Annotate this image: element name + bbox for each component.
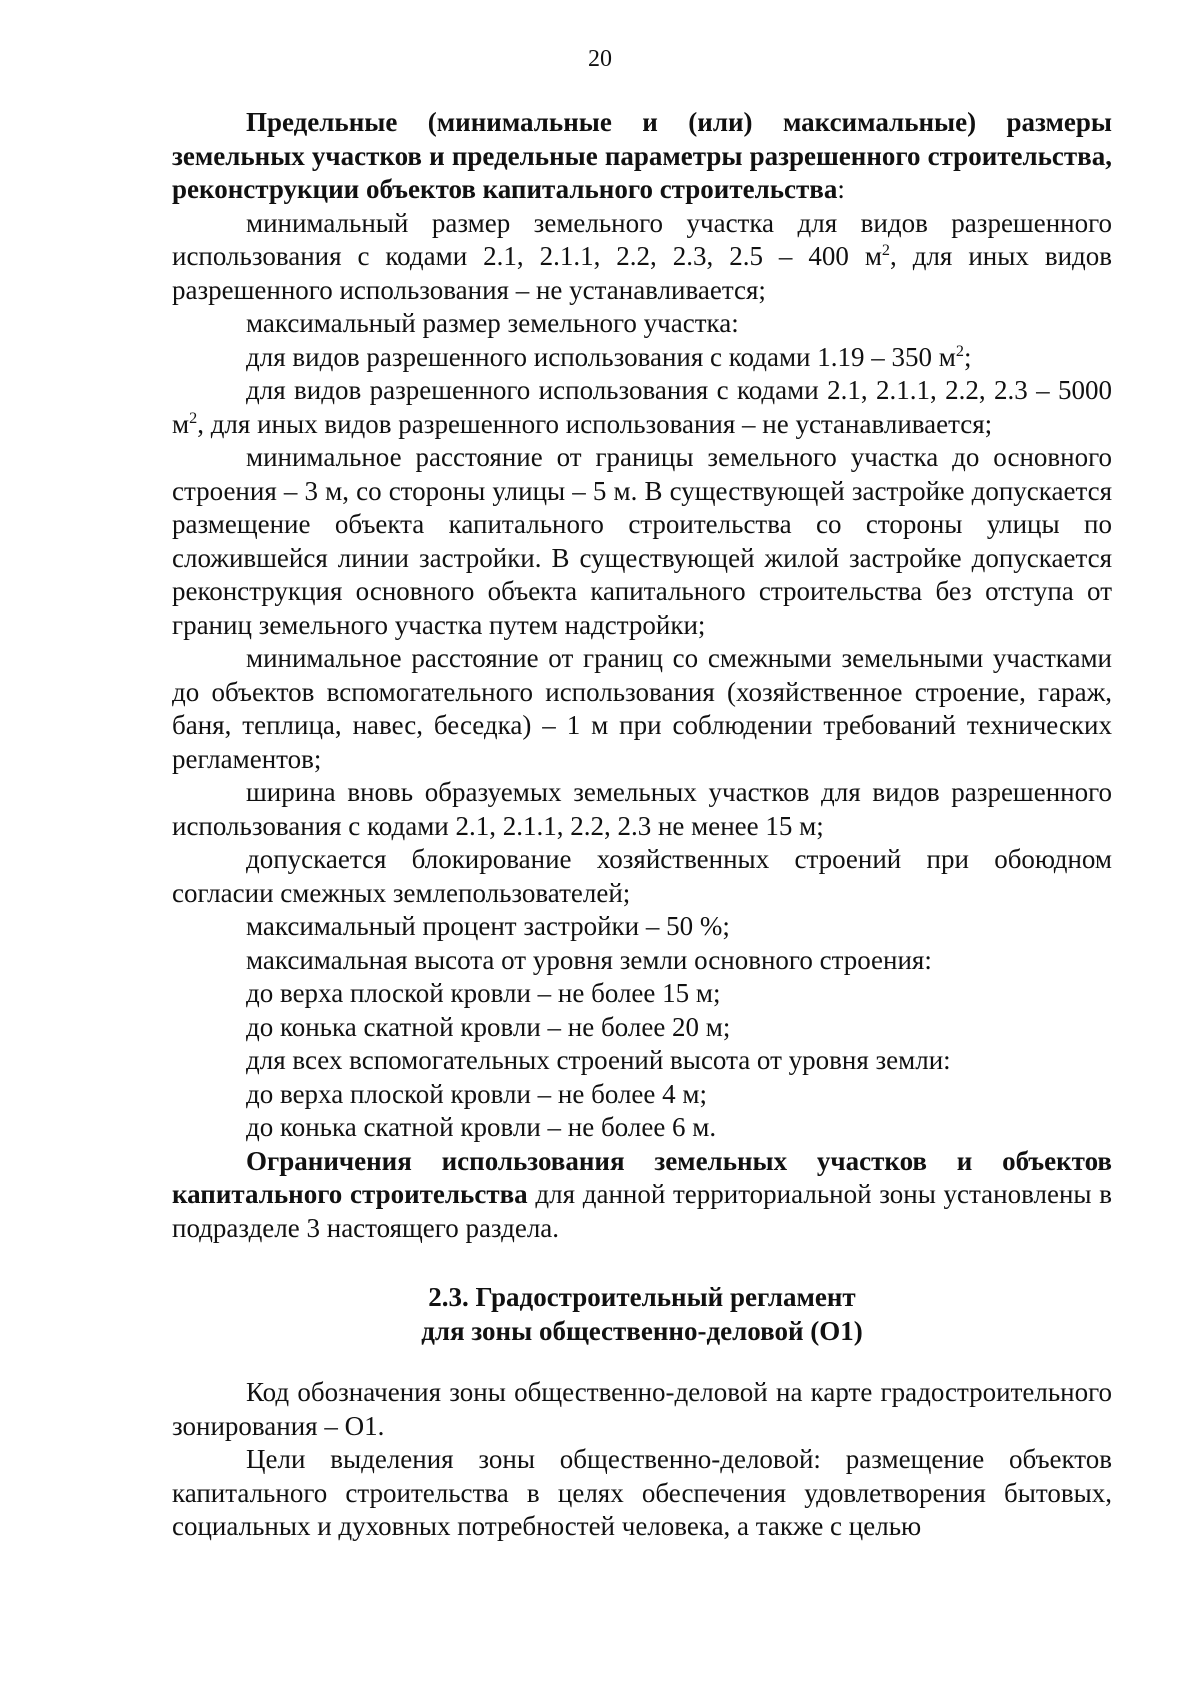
paragraph-aux-height: для всех вспомогательных строений высота от уровня земли: xyxy=(246,1045,951,1075)
min-size-text-end: , для иных видов разрешенного использования – не устанавливается; xyxy=(172,241,1112,305)
section-heading-line2: для зоны общественно-деловой (О1) xyxy=(421,1315,863,1346)
paragraph-ridge-6: до конька скатной кровли – не более 6 м. xyxy=(246,1112,717,1142)
max-21-text-end: , для иных видов разрешенного использования – не устанавливается; xyxy=(197,408,993,439)
paragraph-max-21 xyxy=(172,374,1112,441)
paragraph-min-size xyxy=(172,207,1112,308)
section-heading-line1: 2.3. Градостроительный регламент xyxy=(428,1282,856,1312)
restrictions-bold: Ограничения использования земельных участков и объектов капитального строительства xyxy=(172,1145,1112,1209)
paragraph-flat-4: до верха плоской кровли – не более 4 м; xyxy=(246,1078,707,1109)
paragraph-max-height: максимальная высота от уровня земли основного строения: xyxy=(246,944,932,975)
paragraph-aux-distance: минимальное расстояние от границ со смежными земельными участками до объектов вспомогательного использования (хозяйственное строение, гараж, баня, теплица, навес, беседка) – 1 м при соблюдении требований технических регламентов; xyxy=(172,643,1112,774)
paragraph-max-size: максимальный размер земельного участка: xyxy=(246,308,739,338)
intro-colon: : xyxy=(837,174,845,204)
max-21-text: для видов разрешенного использования с кодами 2.1, 2.1.1, 2.2, 2.3 – 5000 м xyxy=(172,375,1112,439)
paragraph-width: ширина вновь образуемых земельных участков для видов разрешенного использования с кодами 2.1, 2.1.1, 2.2, 2.3 не менее 15 м; xyxy=(172,777,1112,841)
paragraph-percent: максимальный процент застройки – 50 %; xyxy=(246,911,730,941)
paragraph-zone-code: Код обозначения зоны общественно-деловой на карте градостроительного зонирования – О1. xyxy=(172,1377,1112,1441)
paragraph-max-119 xyxy=(172,341,1112,375)
bold-intro: Предельные (минимальные и (или) максимальные) размеры земельных участков и предельные параметры разрешенного строительства, реконструкции объектов капитального строительства xyxy=(172,107,1112,204)
paragraph-restrictions xyxy=(172,1145,1112,1246)
min-size-text: минимальный размер земельного участка для видов разрешенного использования с кодами 2.1, 2.1.1, 2.2, 2.3, 2.5 – 400 м xyxy=(172,207,1112,271)
paragraph-flat-15: до верха плоской кровли – не более 15 м; xyxy=(246,978,721,1008)
max-119-text-end: ; xyxy=(963,341,972,372)
superscript: 2 xyxy=(881,241,891,259)
document-body xyxy=(172,106,1112,1544)
paragraph-zone-goals: Цели выделения зоны общественно-деловой: размещение объектов капитального строительства в целях обеспечения удовлетворения бытовых, социальных и духовных потребностей человека, а также с целью xyxy=(172,1444,1112,1541)
restrictions-rest: для данной территориальной зоны установлены в подразделе 3 настоящего раздела. xyxy=(172,1179,1112,1243)
paragraph-blocking: допускается блокирование хозяйственных строений при обоюдном согласии смежных землепользователей; xyxy=(172,844,1112,908)
paragraph-ridge-20: до конька скатной кровли – не более 20 м; xyxy=(246,1011,731,1042)
superscript: 2 xyxy=(955,341,964,360)
section-heading xyxy=(172,1281,1112,1348)
paragraph-distance: минимальное расстояние от границы земельного участка до основного строения – 3 м, со стороны улицы – 5 м. В существующей застройке допускается размещение объекта капитального строительства со стороны улицы по сложившейся линии застройки. В существующей жилой застройке допускается реконструкция основного объекта капитального строительства без отступа от границ земельного участка путем надстройки; xyxy=(172,442,1112,640)
page-number: 20 xyxy=(588,46,612,72)
max-119-text: для видов разрешенного использования с кодами 1.19 – 350 м xyxy=(246,341,956,372)
superscript: 2 xyxy=(189,408,198,427)
paragraph-limit-sizes-heading xyxy=(172,106,1112,207)
